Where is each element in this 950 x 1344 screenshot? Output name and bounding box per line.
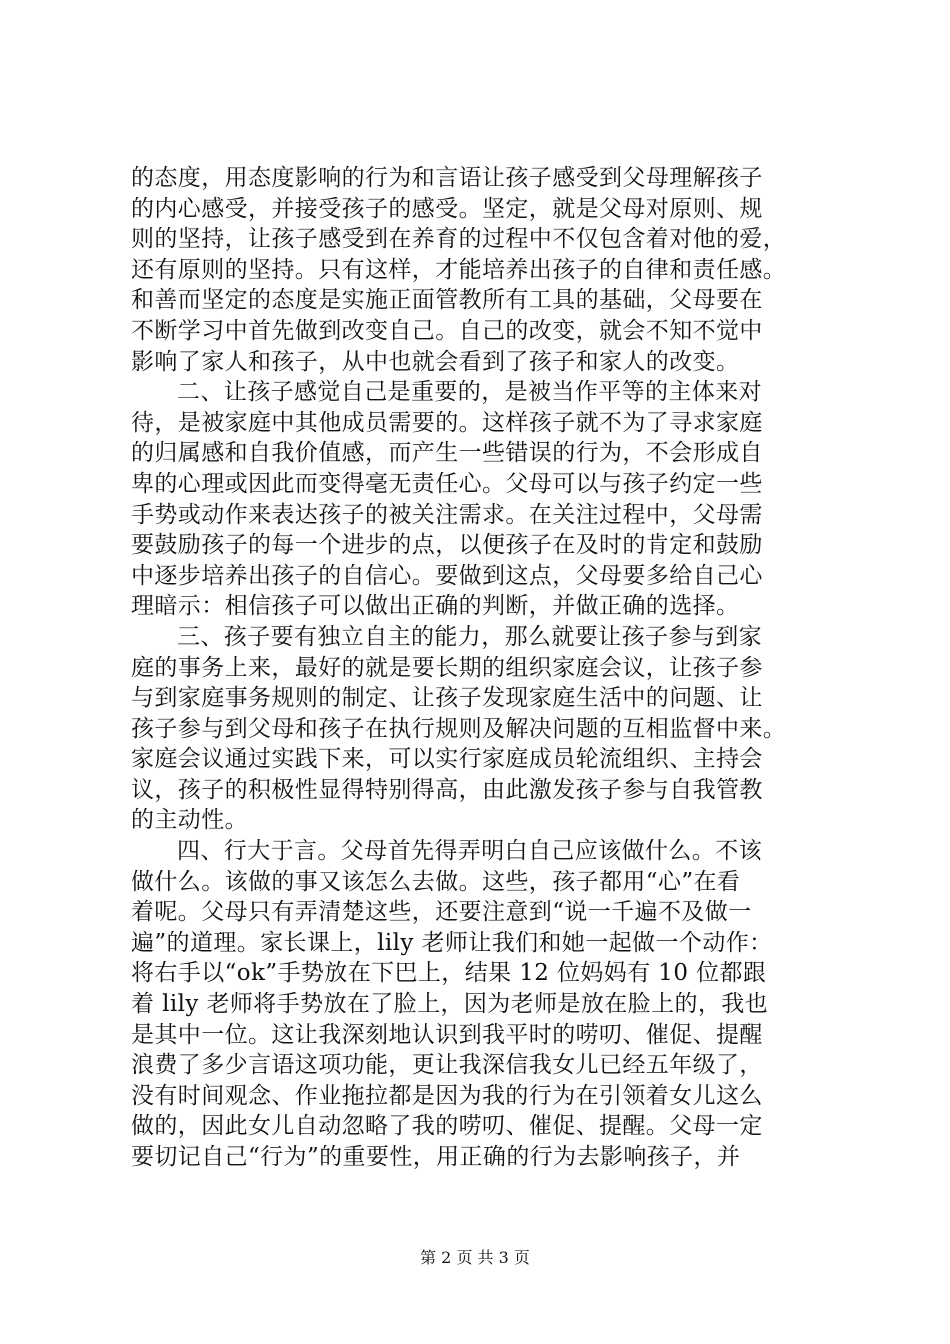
text-line: 是其中一位。这让我深刻地认识到我平时的唠叨、催促、提醒 xyxy=(131,1021,763,1048)
text-line: 做的，因此女儿自动忽略了我的唠叨、催促、提醒。父母一定 xyxy=(131,1113,763,1140)
text-line: 影响了家人和孩子，从中也就会看到了孩子和家人的改变。 xyxy=(131,348,740,375)
text-line: 的态度，用态度影响的行为和言语让孩子感受到父母理解孩子 xyxy=(131,165,763,191)
text-line: 没有时间观念、作业拖拉都是因为我的行为在引领着女儿这么 xyxy=(131,1082,763,1109)
page-number-footer: 第 2 页 共 3 页 xyxy=(420,1248,530,1267)
body-text xyxy=(131,163,831,1173)
text-line: 要鼓励孩子的每一个进步的点，以便孩子在及时的肯定和鼓励 xyxy=(131,532,763,559)
text-line: 庭的事务上来，最好的就是要长期的组织家庭会议，让孩子参 xyxy=(131,654,763,681)
text-line: 不断学习中首先做到改变自己。自己的改变，就会不知不觉中 xyxy=(131,317,763,344)
paragraph-start-line: 四、行大于言。父母首先得弄明白自己应该做什么。不该 xyxy=(177,838,762,865)
text-line: 着 lily 老师将手势放在了脸上，因为老师是放在脸上的，我也 xyxy=(131,991,769,1018)
text-line: 遍”的道理。家长课上，lily 老师让我们和她一起做一个动作： xyxy=(131,929,773,956)
text-line: 中逐步培养出孩子的自信心。要做到这点，父母要多给自己心 xyxy=(131,562,763,589)
text-line: 与到家庭事务规则的制定、让孩子发现家庭生活中的问题、让 xyxy=(131,685,763,712)
paragraph-start-line: 二、让孩子感觉自己是重要的，是被当作平等的主体来对 xyxy=(177,379,762,406)
text-line: 议，孩子的积极性显得特别得高，由此激发孩子参与自我管教 xyxy=(131,776,763,803)
text-line: 手势或动作来表达孩子的被关注需求。在关注过程中，父母需 xyxy=(131,501,763,528)
text-line: 还有原则的坚持。只有这样，才能培养出孩子的自律和责任感。 xyxy=(131,256,787,283)
text-line: 理暗示：相信孩子可以做出正确的判断，并做正确的选择。 xyxy=(131,593,740,620)
text-line: 做什么。该做的事又该怎么去做。这些，孩子都用“心”在看 xyxy=(131,868,741,895)
text-line: 的内心感受，并接受孩子的感受。坚定，就是父母对原则、规 xyxy=(131,195,763,222)
text-line: 家庭会议通过实践下来，可以实行家庭成员轮流组织、主持会 xyxy=(131,746,763,773)
text-line: 要切记自己“行为”的重要性，用正确的行为去影响孩子，并 xyxy=(131,1144,741,1170)
text-line: 孩子参与到父母和孩子在执行规则及解决问题的互相监督中来。 xyxy=(131,715,787,742)
text-line: 的主动性。 xyxy=(131,807,248,834)
text-line: 的归属感和自我价值感，而产生一些错误的行为，不会形成自 xyxy=(131,440,763,467)
text-line: 待，是被家庭中其他成员需要的。这样孩子就不为了寻求家庭 xyxy=(131,409,763,436)
text-line: 和善而坚定的态度是实施正面管教所有工具的基础，父母要在 xyxy=(131,287,763,314)
paragraph-start-line: 三、孩子要有独立自主的能力，那么就要让孩子参与到家 xyxy=(177,623,762,650)
text-line: 将右手以“ok”手势放在下巴上，结果 12 位妈妈有 10 位都跟 xyxy=(131,960,767,987)
text-line: 着呢。父母只有弄清楚这些，还要注意到“说一千遍不及做一 xyxy=(131,899,752,926)
text-line: 则的坚持，让孩子感受到在养育的过程中不仅包含着对他的爱， xyxy=(131,226,787,253)
text-line: 卑的心理或因此而变得毫无责任心。父母可以与孩子约定一些 xyxy=(131,470,763,497)
text-line: 浪费了多少言语这项功能，更让我深信我女儿已经五年级了， xyxy=(131,1052,763,1079)
